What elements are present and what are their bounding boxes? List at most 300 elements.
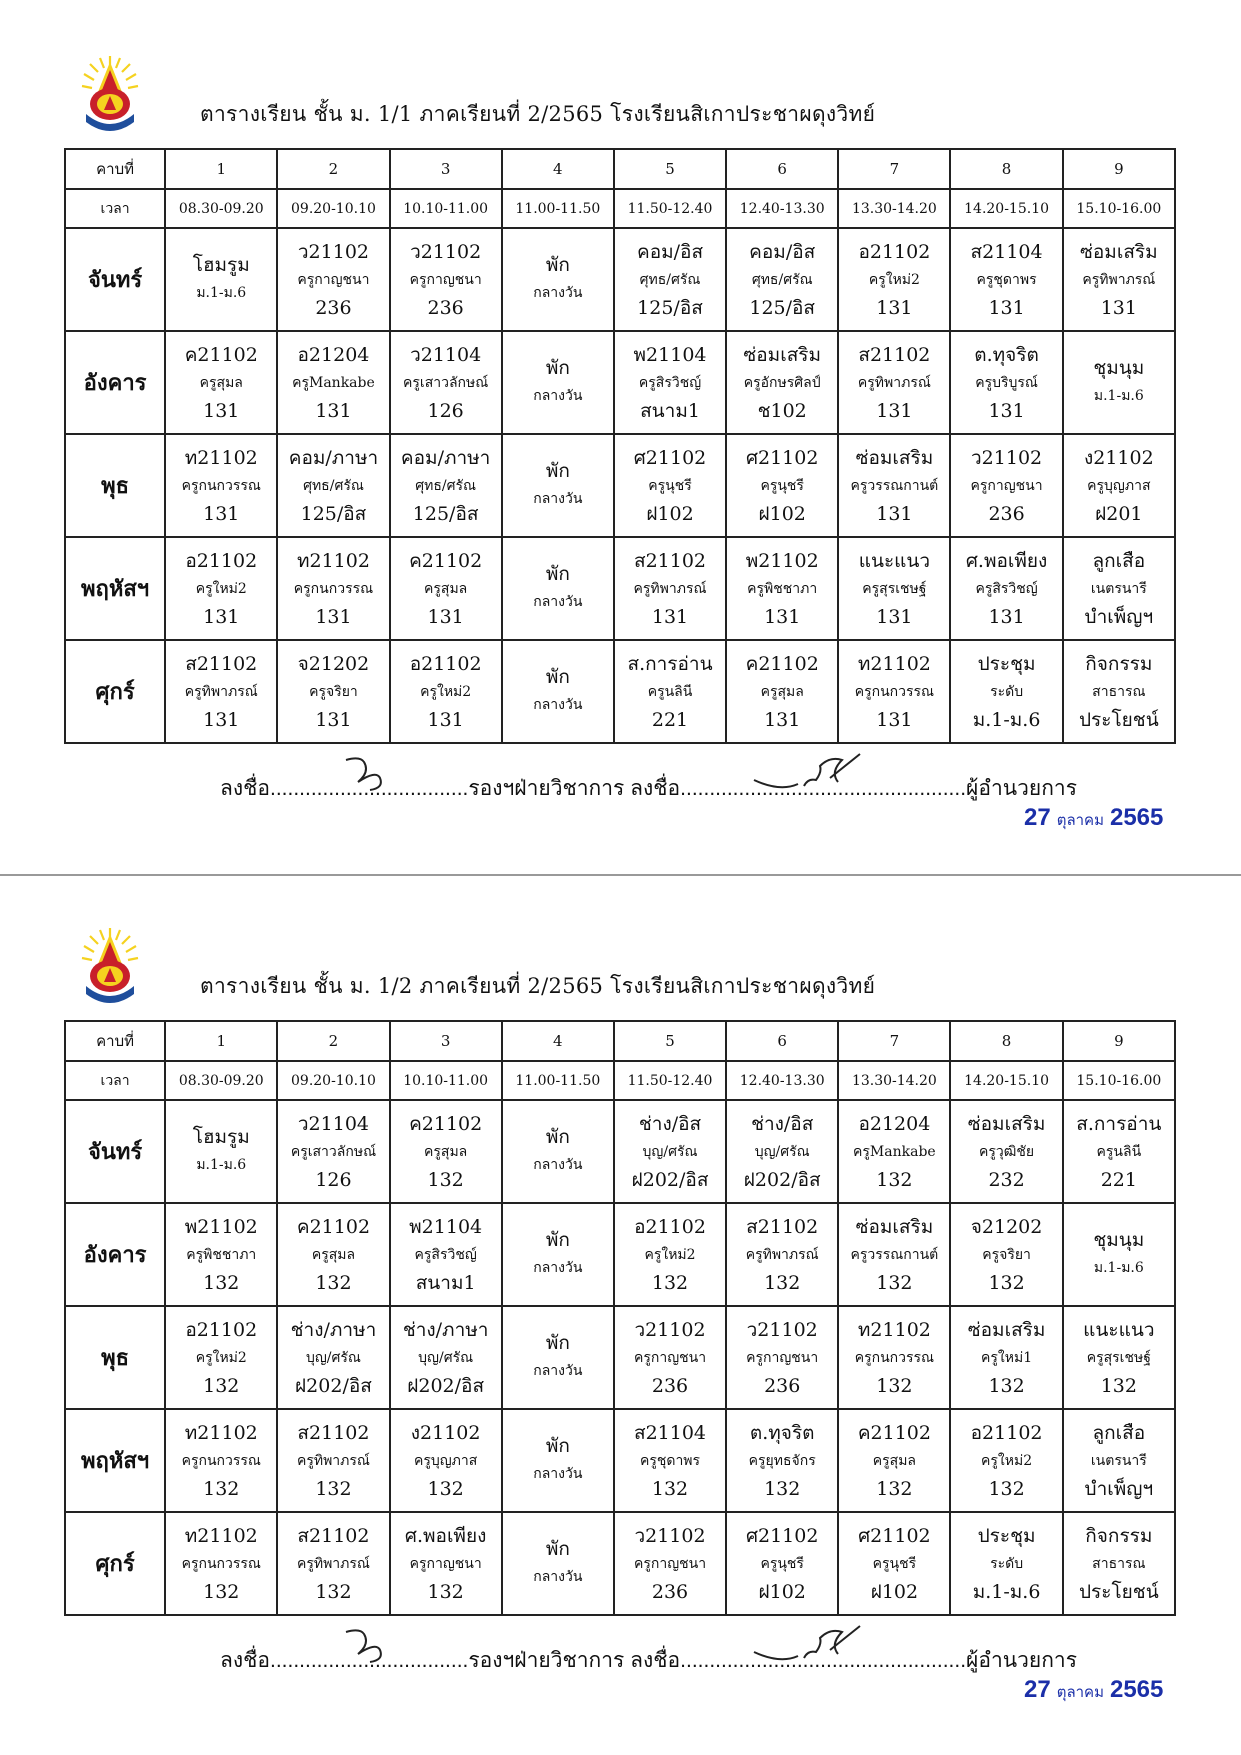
- room-number: ฝ202/อิส: [631, 1168, 709, 1191]
- schedule-cell: [165, 1409, 277, 1512]
- schedule-cell: [838, 228, 950, 331]
- room-number: ฝ102: [870, 1580, 919, 1603]
- room-number: 232: [988, 1168, 1025, 1191]
- teacher-name: ครูสุมล: [199, 374, 243, 391]
- subject-code: ต.ทุจริต: [749, 1421, 815, 1444]
- room-number: 131: [203, 708, 240, 731]
- schedule-cell: [838, 434, 950, 537]
- day-row: [65, 228, 1175, 331]
- time-label: เวลา: [65, 1061, 165, 1100]
- teacher-name: ครูบริบูรณ์: [975, 374, 1038, 391]
- day-row: [65, 1306, 1175, 1409]
- schedule-cell: [614, 331, 726, 434]
- teacher-name: ครูสิรวิชญ์: [975, 580, 1038, 597]
- subject-code: คอม/ภาษา: [400, 446, 491, 469]
- schedule-cell: [838, 1100, 950, 1203]
- signature-icon: [750, 750, 870, 795]
- schedule-cell: [277, 1203, 389, 1306]
- teacher-name: ครูพิชชาภา: [747, 580, 818, 597]
- room-number: 131: [315, 605, 352, 628]
- subject-code: กิจกรรม: [1085, 1524, 1153, 1547]
- teacher-name: ครูกนกวรรณ: [181, 477, 261, 494]
- teacher-name: กลางวัน: [533, 387, 583, 404]
- teacher-name: กลางวัน: [533, 490, 583, 507]
- period-number: 3: [390, 149, 502, 189]
- room-number: 131: [876, 605, 913, 628]
- schedule-cell: [614, 537, 726, 640]
- subject-code: ว21102: [971, 446, 1043, 469]
- signature-icon: [340, 752, 400, 794]
- room-number: 131: [427, 605, 464, 628]
- schedule-table: [64, 148, 1176, 744]
- signature-icon: [340, 1624, 400, 1666]
- subject-code: ลูกเสือ: [1092, 549, 1146, 572]
- subject-code: ว21102: [634, 1524, 706, 1547]
- room-number: บำเพ็ญฯ: [1084, 605, 1154, 628]
- teacher-name: ครูใหม่2: [195, 580, 247, 597]
- room-number: 132: [427, 1168, 464, 1191]
- schedule-cell: [1063, 1100, 1175, 1203]
- subject-code: กิจกรรม: [1085, 652, 1153, 675]
- schedule-cell: [502, 1409, 614, 1512]
- period-time: 13.30-14.20: [838, 189, 950, 228]
- day-name: ศุกร์: [65, 1512, 165, 1615]
- teacher-name: ครูMankabe: [853, 1143, 936, 1160]
- schedule-cell: [277, 640, 389, 743]
- subject-code: พ21102: [745, 549, 819, 572]
- schedule-cell: [165, 434, 277, 537]
- teacher-name: ครูวรรณกานต์: [850, 477, 939, 494]
- period-number: 4: [502, 149, 614, 189]
- period-number: 1: [165, 1021, 277, 1061]
- teacher-name: ครูเสาวลักษณ์: [290, 1143, 377, 1160]
- subject-code: อ21102: [634, 1215, 706, 1238]
- subject-code: ลูกเสือ: [1092, 1421, 1146, 1444]
- room-number: 132: [315, 1580, 352, 1603]
- schedule-cell: [838, 640, 950, 743]
- schedule-cell: [277, 331, 389, 434]
- schedule-cell: [950, 1203, 1062, 1306]
- subject-code: พัก: [545, 1537, 570, 1560]
- teacher-name: ครูสิรวิชญ์: [414, 1246, 477, 1263]
- subject-code: ว21102: [746, 1318, 818, 1341]
- period-label: คาบที่: [65, 1021, 165, 1061]
- teacher-name: ครูนลินี: [647, 683, 693, 700]
- schedule-cell: [614, 640, 726, 743]
- teacher-name: กลางวัน: [533, 284, 583, 301]
- schedule-cell: [502, 331, 614, 434]
- subject-code: ค21102: [409, 1112, 483, 1135]
- schedule-cell: [277, 228, 389, 331]
- room-number: 131: [203, 502, 240, 525]
- teacher-name: ครูยุทธจักร: [748, 1452, 816, 1469]
- schedule-cell: [502, 1203, 614, 1306]
- period-time: 08.30-09.20: [165, 189, 277, 228]
- schedule-cell: [726, 1100, 838, 1203]
- period-label: คาบที่: [65, 149, 165, 189]
- day-name: ศุกร์: [65, 640, 165, 743]
- schedule-cell: [614, 434, 726, 537]
- period-number: 6: [726, 149, 838, 189]
- room-number: 132: [876, 1374, 913, 1397]
- subject-code: คอม/อิส: [749, 240, 816, 263]
- room-number: 131: [876, 502, 913, 525]
- schedule-cell: [1063, 1409, 1175, 1512]
- period-number: 2: [277, 1021, 389, 1061]
- subject-code: แนะแนว: [1083, 1318, 1155, 1341]
- period-time: 08.30-09.20: [165, 1061, 277, 1100]
- teacher-name: ครูสุมล: [872, 1452, 917, 1469]
- subject-code: ศ21102: [745, 446, 819, 469]
- subject-code: ซ่อมเสริม: [855, 446, 934, 469]
- room-number: ประโยชน์: [1078, 708, 1159, 731]
- day-row: [65, 1203, 1175, 1306]
- teacher-name: ครูสุรเชษฐ์: [862, 580, 927, 597]
- day-name: จันทร์: [65, 1100, 165, 1203]
- schedule-cell: [950, 1409, 1062, 1512]
- teacher-name: ครูกาญชนา: [297, 271, 370, 288]
- room-number: 131: [1100, 296, 1137, 319]
- teacher-name: ครูกาญชนา: [970, 477, 1043, 494]
- schedule-cell: [390, 228, 502, 331]
- room-number: 125/อิส: [749, 296, 816, 319]
- teacher-name: ครูทิพาภรณ์: [184, 683, 258, 700]
- room-number: 125/อิส: [412, 502, 479, 525]
- subject-code: อ21102: [185, 549, 258, 572]
- schedule-cell: [950, 537, 1062, 640]
- teacher-name: ครูจริยา: [309, 683, 358, 700]
- teacher-name: ม.1-ม.6: [1093, 387, 1144, 404]
- period-time: 11.50-12.40: [614, 1061, 726, 1100]
- schedule-cell: [1063, 1512, 1175, 1615]
- schedule-cell: [165, 1203, 277, 1306]
- teacher-name: ครูทิพาภรณ์: [296, 1452, 370, 1469]
- page-divider: [0, 874, 1241, 876]
- teacher-name: เนตรนารี: [1090, 580, 1147, 597]
- date-year: 2565: [1109, 1676, 1164, 1703]
- teacher-name: กลางวัน: [533, 593, 583, 610]
- room-number: 132: [203, 1374, 240, 1397]
- signature-line: ลงชื่อ..................................รองฯฝ่ายวิชาการ ลงชื่อ.................................................ผู้อำนวยการ: [220, 777, 1077, 800]
- teacher-name: ศุทธ/ศรัณ: [303, 477, 364, 494]
- subject-code: ค21102: [184, 343, 258, 366]
- period-number: 9: [1063, 149, 1175, 189]
- subject-code: ซ่อมเสริม: [743, 343, 822, 366]
- schedule-cell: [614, 1100, 726, 1203]
- schedule-cell: [726, 537, 838, 640]
- subject-code: พัก: [545, 1228, 570, 1251]
- period-time: 14.20-15.10: [950, 1061, 1062, 1100]
- room-number: ฝ102: [758, 1580, 806, 1603]
- teacher-name: ครูนลินี: [1096, 1143, 1142, 1160]
- subject-code: คอม/ภาษา: [288, 446, 379, 469]
- period-number: 7: [838, 149, 950, 189]
- teacher-name: ครูใหม่2: [981, 1452, 1033, 1469]
- schedule-cell: [1063, 1203, 1175, 1306]
- schedule-cell: [1063, 1306, 1175, 1409]
- subject-code: อ21102: [409, 652, 482, 675]
- time-header-row: [65, 189, 1175, 228]
- subject-code: ประชุม: [977, 652, 1036, 675]
- day-name: พฤหัสฯ: [65, 537, 165, 640]
- subject-code: ท21102: [296, 549, 370, 572]
- teacher-name: ครูวรรณกานต์: [850, 1246, 939, 1263]
- room-number: ม.1-ม.6: [972, 708, 1041, 731]
- day-name: พฤหัสฯ: [65, 1409, 165, 1512]
- day-name: จันทร์: [65, 228, 165, 331]
- period-number: 5: [614, 1021, 726, 1061]
- schedule-title: ตารางเรียน ชั้น ม. 1/2 ภาคเรียนที่ 2/2565 โรงเรียนสิเกาประชาผดุงวิทย์: [200, 974, 876, 998]
- period-number: 8: [950, 149, 1062, 189]
- teacher-name: ครูกนกวรรณ: [181, 1555, 261, 1572]
- room-number: 236: [764, 1374, 801, 1397]
- room-number: 125/อิส: [300, 502, 367, 525]
- subject-code: ค21102: [296, 1215, 371, 1238]
- teacher-name: ม.1-ม.6: [196, 284, 247, 301]
- room-number: 132: [315, 1477, 352, 1500]
- teacher-name: ม.1-ม.6: [1093, 1259, 1144, 1276]
- day-name: พุธ: [65, 434, 165, 537]
- subject-code: ส21104: [633, 1421, 707, 1444]
- schedule-cell: [390, 1512, 502, 1615]
- teacher-name: ครูใหม่2: [868, 271, 920, 288]
- period-header-row: [65, 149, 1175, 189]
- teacher-name: เนตรนารี: [1090, 1452, 1147, 1469]
- teacher-name: ครูสุมล: [311, 1246, 356, 1263]
- schedule-cell: [165, 537, 277, 640]
- schedule-cell: [726, 640, 838, 743]
- teacher-name: บุญ/ศรัณ: [418, 1349, 474, 1366]
- schedule-cell: [1063, 537, 1175, 640]
- room-number: ม.1-ม.6: [972, 1580, 1041, 1603]
- teacher-name: ศุทธ/ศรัณ: [639, 271, 701, 288]
- teacher-name: ครูสุมล: [760, 683, 804, 700]
- teacher-name: กลางวัน: [533, 696, 583, 713]
- subject-code: ซ่อมเสริม: [855, 1215, 934, 1238]
- subject-code: ส21102: [297, 1524, 370, 1547]
- teacher-name: ครูสุมล: [424, 1143, 468, 1160]
- teacher-name: สาธารณ: [1092, 1555, 1146, 1572]
- teacher-name: ครูกาญชนา: [633, 1555, 707, 1572]
- schedule-cell: [950, 331, 1062, 434]
- subject-code: ศ.พอเพียง: [404, 1524, 487, 1547]
- room-number: สนาม1: [415, 1271, 476, 1294]
- subject-code: ชุมนุม: [1093, 1228, 1145, 1251]
- subject-code: ช่าง/อิส: [638, 1112, 702, 1135]
- schedule-cell: [726, 434, 838, 537]
- room-number: 131: [988, 605, 1025, 628]
- subject-code: พัก: [545, 253, 570, 276]
- room-number: ฝ102: [758, 502, 806, 525]
- day-row: [65, 1409, 1175, 1512]
- subject-code: ส21102: [185, 652, 258, 675]
- subject-code: ประชุม: [977, 1524, 1036, 1547]
- subject-code: คอม/อิส: [636, 240, 704, 263]
- subject-code: อ21102: [970, 1421, 1043, 1444]
- room-number: 132: [203, 1477, 240, 1500]
- teacher-name: กลางวัน: [533, 1259, 583, 1276]
- schedule-cell: [614, 1409, 726, 1512]
- subject-code: อ21102: [858, 240, 931, 263]
- period-time: 09.20-10.10: [277, 1061, 389, 1100]
- room-number: 132: [203, 1271, 240, 1294]
- period-time: 10.10-11.00: [390, 189, 502, 228]
- school-emblem-icon: [78, 924, 142, 1008]
- teacher-name: ครูนุชรี: [760, 1555, 804, 1572]
- period-number: 1: [165, 149, 277, 189]
- room-number: 132: [988, 1374, 1025, 1397]
- schedule-cell: [502, 228, 614, 331]
- subject-code: ว21102: [410, 240, 482, 263]
- subject-code: ว21102: [297, 240, 370, 263]
- subject-code: พัก: [545, 1125, 570, 1148]
- teacher-name: ครูใหม่2: [420, 683, 472, 700]
- schedule-cell: [614, 1203, 726, 1306]
- room-number: ช102: [757, 399, 807, 422]
- schedule-cell: [502, 537, 614, 640]
- room-number: ฝ201: [1095, 502, 1143, 525]
- teacher-name: ครูวุฒิชัย: [979, 1143, 1035, 1160]
- room-number: 131: [876, 399, 913, 422]
- schedule-cell: [614, 1306, 726, 1409]
- date-day: 27: [1024, 1676, 1051, 1703]
- day-row: [65, 1512, 1175, 1615]
- room-number: 132: [651, 1477, 689, 1500]
- period-number: 2: [277, 149, 389, 189]
- teacher-name: กลางวัน: [533, 1362, 583, 1379]
- subject-code: พัก: [545, 1434, 570, 1457]
- schedule-cell: [390, 1306, 502, 1409]
- schedule-cell: [1063, 640, 1175, 743]
- schedule-cell: [277, 1409, 389, 1512]
- teacher-name: ระดับ: [990, 1555, 1024, 1572]
- document-date: [1024, 804, 1163, 832]
- room-number: ฝ102: [646, 502, 694, 525]
- subject-code: ค21102: [857, 1421, 931, 1444]
- subject-code: ส21102: [858, 343, 931, 366]
- subject-code: ท21102: [184, 1421, 258, 1444]
- teacher-name: ครูใหม่2: [195, 1349, 247, 1366]
- room-number: 132: [427, 1580, 464, 1603]
- subject-code: ศ21102: [745, 1524, 819, 1547]
- subject-code: ส21102: [297, 1421, 370, 1444]
- schedule-cell: [390, 1203, 502, 1306]
- subject-code: ว21104: [297, 1112, 370, 1135]
- schedule-cell: [1063, 434, 1175, 537]
- room-number: ฝ202/อิส: [295, 1374, 372, 1397]
- schedule-cell: [277, 434, 389, 537]
- teacher-name: ครูเสาวลักษณ์: [403, 374, 489, 391]
- schedule-cell: [165, 1512, 277, 1615]
- period-number: 8: [950, 1021, 1062, 1061]
- room-number: 131: [203, 399, 240, 422]
- subject-code: พัก: [545, 665, 570, 688]
- room-number: 132: [988, 1477, 1025, 1500]
- schedule-cell: [950, 228, 1062, 331]
- document-date: [1024, 1676, 1163, 1704]
- subject-code: ส21102: [746, 1215, 819, 1238]
- day-row: [65, 434, 1175, 537]
- room-number: 132: [876, 1477, 913, 1500]
- period-time: 12.40-13.30: [726, 189, 838, 228]
- teacher-name: ครูใหม่2: [644, 1246, 696, 1263]
- subject-code: ซ่อมเสริม: [1080, 240, 1158, 263]
- period-time: 10.10-11.00: [390, 1061, 502, 1100]
- subject-code: ศ21102: [633, 446, 707, 469]
- room-number: 131: [988, 296, 1025, 319]
- teacher-name: ครูสิรวิชญ์: [638, 374, 702, 391]
- subject-code: ค21102: [745, 652, 819, 675]
- teacher-name: ครูทิพาภรณ์: [1082, 271, 1156, 288]
- teacher-name: บุญ/ศรัณ: [642, 1143, 698, 1160]
- teacher-name: ครูกาญชนา: [633, 1349, 707, 1366]
- room-number: 126: [427, 399, 464, 422]
- period-time: 12.40-13.30: [726, 1061, 838, 1100]
- day-row: [65, 640, 1175, 743]
- schedule-cell: [838, 1306, 950, 1409]
- period-number: 7: [838, 1021, 950, 1061]
- teacher-name: กลางวัน: [533, 1568, 583, 1585]
- schedule-cell: [277, 1306, 389, 1409]
- subject-code: ศ.พอเพียง: [965, 549, 1048, 572]
- subject-code: ชุมนุม: [1093, 356, 1145, 379]
- day-row: [65, 1100, 1175, 1203]
- schedule-cell: [726, 1306, 838, 1409]
- school-emblem-icon: [78, 52, 142, 136]
- room-number: 132: [203, 1580, 240, 1603]
- date-day: 27: [1024, 804, 1051, 831]
- room-number: 131: [764, 708, 801, 731]
- period-time: 14.20-15.10: [950, 189, 1062, 228]
- subject-code: ส21104: [970, 240, 1043, 263]
- room-number: 221: [1100, 1168, 1137, 1191]
- room-number: ประโยชน์: [1078, 1580, 1159, 1603]
- teacher-name: ครูบุญภาส: [413, 1452, 478, 1469]
- teacher-name: ครูนุชรี: [872, 1555, 917, 1572]
- period-time: 11.50-12.40: [614, 189, 726, 228]
- schedule-cell: [726, 1203, 838, 1306]
- schedule-cell: [726, 1512, 838, 1615]
- schedule-cell: [165, 1100, 277, 1203]
- period-time: 15.10-16.00: [1063, 1061, 1175, 1100]
- schedule-cell: [950, 640, 1062, 743]
- schedule-cell: [390, 331, 502, 434]
- schedule-cell: [390, 1409, 502, 1512]
- day-name: พุธ: [65, 1306, 165, 1409]
- schedule-cell: [950, 1100, 1062, 1203]
- room-number: 132: [876, 1168, 913, 1191]
- subject-code: พัก: [545, 1331, 570, 1354]
- subject-code: จ21202: [970, 1215, 1043, 1238]
- room-number: 125/อิส: [637, 296, 703, 319]
- subject-code: โฮมรูม: [192, 253, 250, 276]
- subject-code: พ21102: [184, 1215, 258, 1238]
- subject-code: ท21102: [857, 1318, 931, 1341]
- schedule-cell: [838, 331, 950, 434]
- schedule-cell: [950, 1306, 1062, 1409]
- schedule-cell: [726, 1409, 838, 1512]
- schedule-cell: [165, 331, 277, 434]
- room-number: 132: [988, 1271, 1025, 1294]
- room-number: 132: [764, 1271, 801, 1294]
- schedule-cell: [502, 640, 614, 743]
- teacher-name: สาธารณ: [1092, 683, 1146, 700]
- room-number: 131: [315, 399, 352, 422]
- schedule-cell: [502, 1512, 614, 1615]
- schedule-table: [64, 1020, 1176, 1616]
- signature-icon: [750, 1622, 870, 1667]
- teacher-name: ครูอักษรศิลป์: [743, 374, 821, 391]
